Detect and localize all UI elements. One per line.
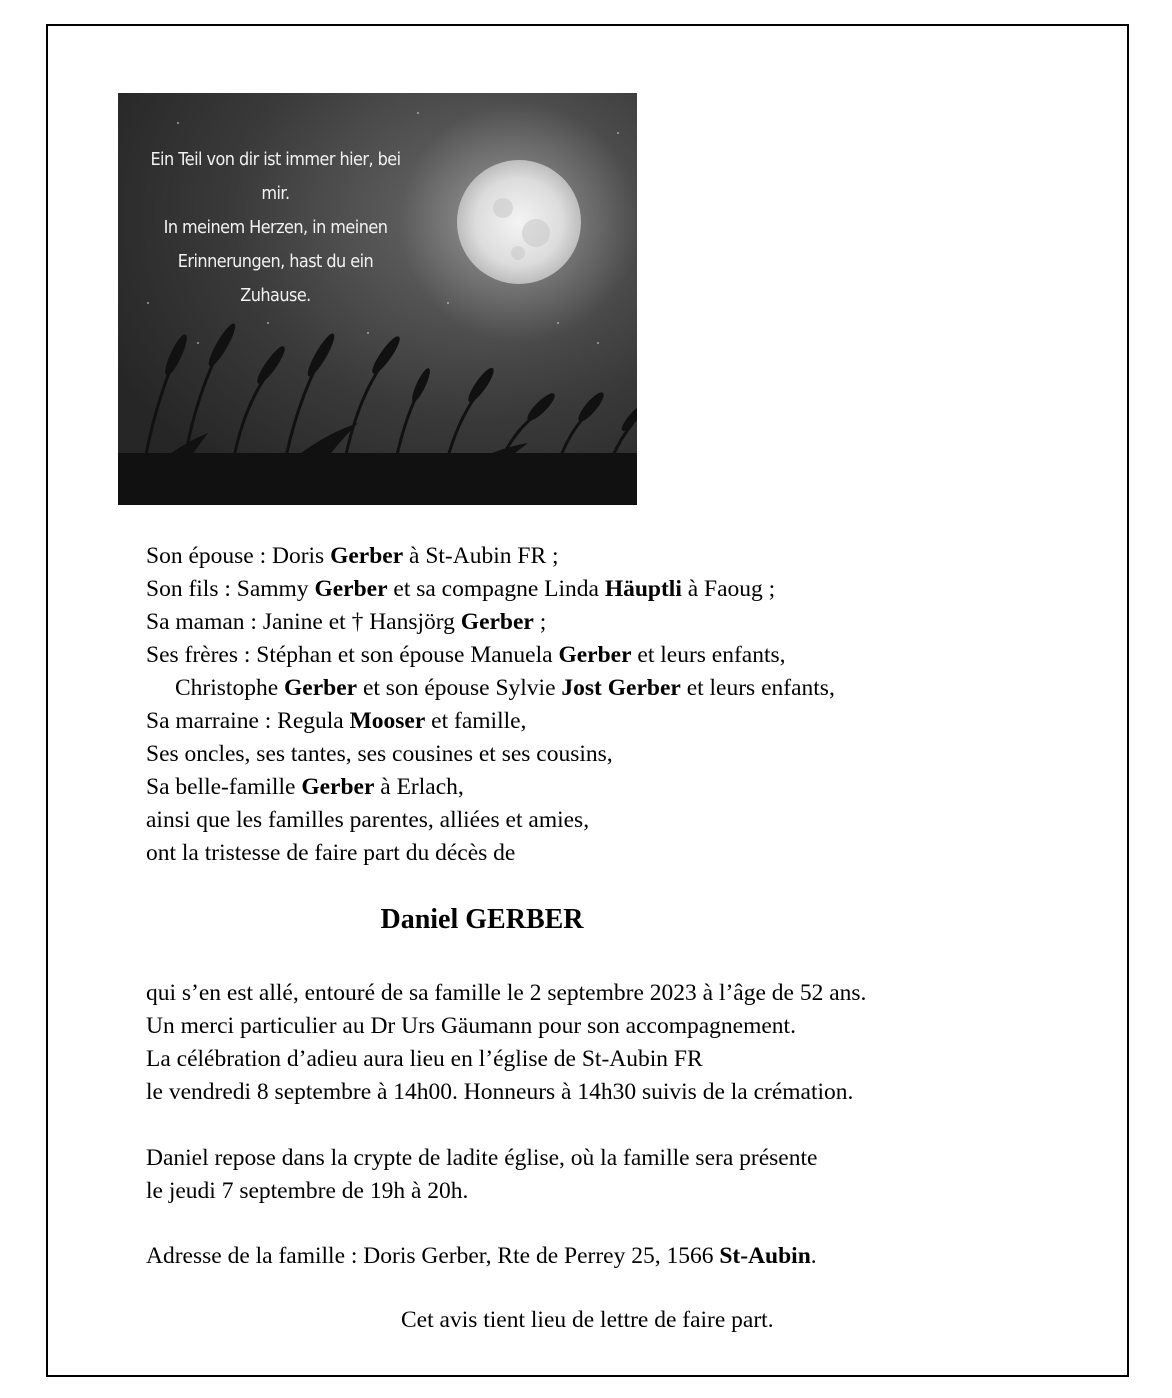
family-line: Son fils : Sammy Gerber et sa compagne Linda Häuptli à Faoug ; <box>146 576 776 602</box>
quote-line: Zuhause. <box>240 286 311 306</box>
family-line: Christophe Gerber et son épouse Sylvie Jost Gerber et leurs enfants, <box>175 675 835 701</box>
family-line: Ses frères : Stéphan et son épouse Manuela Gerber et leurs enfants, <box>146 642 786 668</box>
quote-line: mir. <box>261 184 290 204</box>
family-line: Son épouse : Doris Gerber à St-Aubin FR ; <box>146 543 559 569</box>
repose-block <box>146 1142 817 1208</box>
quote-line: Erinnerungen, hast du ein <box>177 252 374 272</box>
details-block <box>146 977 866 1109</box>
quote-line: In meinem Herzen, in meinen <box>163 218 388 238</box>
details-line: qui s’en est allé, entouré de sa famille le 2 septembre 2023 à l’âge de 52 ans. <box>146 980 867 1006</box>
deceased-name: Daniel GERBER <box>380 904 584 935</box>
details-line: le vendredi 8 septembre à 14h00. Honneurs à 14h30 suivis de la crémation. <box>146 1079 854 1105</box>
family-line: Sa belle-famille Gerber à Erlach, <box>146 774 464 800</box>
repose-line: Daniel repose dans la crypte de ladite église, où la famille sera présente <box>146 1145 818 1171</box>
family-address: Adresse de la famille : Doris Gerber, Rte de Perrey 25, 1566 St-Aubin. <box>146 1243 817 1269</box>
family-line: Ses oncles, ses tantes, ses cousines et ses cousins, <box>146 741 613 767</box>
family-line: Sa maman : Janine et † Hansjörg Gerber ; <box>146 609 547 635</box>
memorial-photo <box>118 93 637 505</box>
family-line: ainsi que les familles parentes, alliées et amies, <box>146 807 590 833</box>
family-line: Sa marraine : Regula Mooser et famille, <box>146 708 527 734</box>
family-line: ont la tristesse de faire part du décès de <box>146 840 516 866</box>
image-quote <box>140 143 411 313</box>
repose-line: le jeudi 7 septembre de 19h à 20h. <box>146 1178 469 1204</box>
quote-line: Ein Teil von dir ist immer hier, bei <box>150 150 401 170</box>
family-list <box>146 540 1046 870</box>
moon-shape <box>457 160 581 284</box>
details-line: Un merci particulier au Dr Urs Gäumann pour son accompagnement. <box>146 1013 796 1039</box>
closing-note: Cet avis tient lieu de lettre de faire part. <box>401 1307 774 1333</box>
details-line: La célébration d’adieu aura lieu en l’église de St-Aubin FR <box>146 1046 703 1072</box>
